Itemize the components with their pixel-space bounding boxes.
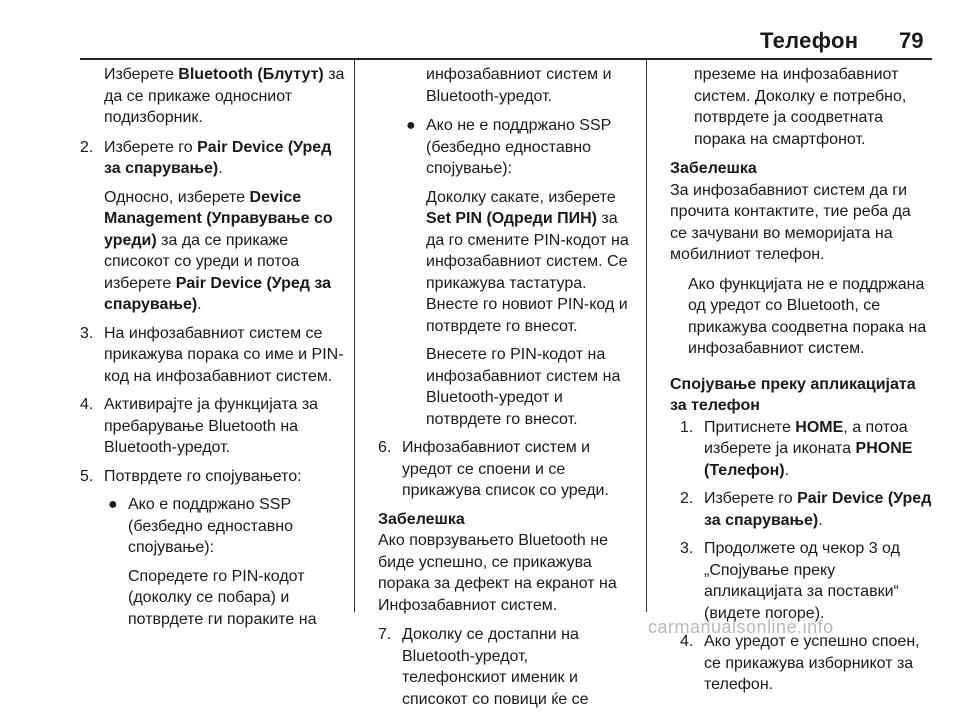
step-4: 4. Активирајте ја функцијата за пребарување Bluetooth на Bluetooth-уредот. [80,396,319,456]
watermark: carmanualsonline.info [648,617,834,637]
step-7: 7. Доколку се достапни на Bluetooth-уредот, телефонскиот именик и списокот со повици ќе се [378,626,589,708]
note-text: Ако поврзувањето Bluetooth не биде успешно, се прикажува порака за дефект на екранот на Инфозабавниот систем. [378,532,617,614]
bullet-ssp: ● Ако е поддржано SSP (безбедно едноставно спојување): Споредете го PIN-кодот (доколку се побара) и потврдете ги пораките на [108,496,317,628]
step-2: 2. Изберете го Pair Device (Уред за спарување). Односно, изберете Device Management (Управување со уреди) за да се прикаже списокот со уреди и потоа изберете Pair Device (Уред за спарување). [80,138,333,313]
column-2 [378,64,636,717]
continued-text: инфозабавниот систем и Bluetooth-уредот. [426,66,612,105]
app-step-3: 3. Продолжете од чекор 3 од „Спојување преку апликацијата за поставки“ (видете погоре). [680,540,900,622]
app-step-2: 2. Изберете го Pair Device (Уред за спарување). [680,490,932,529]
intro-paragraph: Изберете Bluetooth (Блутут) за да се прикаже односниот подизборник. [104,66,345,126]
step-6: 6. Инфозабавниот систем и уредот се споени и се прикажува список со уреди. [378,439,609,499]
bullet-no-ssp: ● Ако не е поддржано SSP (безбедно едноставно спојување): Доколку сакате, изберете Set PIN (Одреди ПИН) за да го смените PIN-кодот на инфозабавниот систем. Се прикажува тастатура. Внесте го новиот PIN-код и потврдете го внесот. Внесете го PIN-кодот на инфозабавниот систем на Bluetooth-уредот и потврдете го внесот. [406,117,629,428]
header-rule [80,58,932,60]
note-paragraph: Ако функцијата не е поддржана од уредот со Bluetooth, се прикажува соодветна порака на инфозабавниот систем. [688,275,927,357]
bullet-icon: ● [108,496,118,513]
column-divider-1 [354,60,355,612]
note-heading: Забелешка [670,160,757,177]
continued-text: преземе на инфозабавниот систем. Доколку е потребно, потврдете ја соодветната порака на смартфонот. [694,66,907,148]
page-title: Телефон [760,28,859,53]
step-5: 5. Потврдете го спојувањето: ● Ако е поддржано SSP (безбедно едноставно спојување): Споредете го PIN-кодот (доколку се побара) и потврдете ги пораките на [80,466,346,631]
step-3: 3. На инфозабавниот систем се прикажува порака со име и PIN-код на инфозабавниот систем. [80,324,344,385]
column-3 [670,64,932,703]
page-number: 79 [899,28,924,53]
page-header [0,0,960,62]
note-heading: Забелешка [378,510,465,528]
bullet-icon: ● [406,117,416,134]
app-step-1: 1. Притиснете HOME, а потоа изберете ја иконата PHONE (Телефон). [680,418,913,479]
column-1 [80,64,346,637]
section-heading: Спојување преку апликацијата за телефон [670,375,916,414]
note-text: За инфозабавниот систем да ги прочита контактите, тие реба да се зачувани во меморијата на мобилниот телефон. [670,181,911,263]
column-divider-2 [646,60,647,612]
app-step-4: 4. Ако уредот е успешно споен, се прикажува изборникот за телефон. [680,633,920,693]
